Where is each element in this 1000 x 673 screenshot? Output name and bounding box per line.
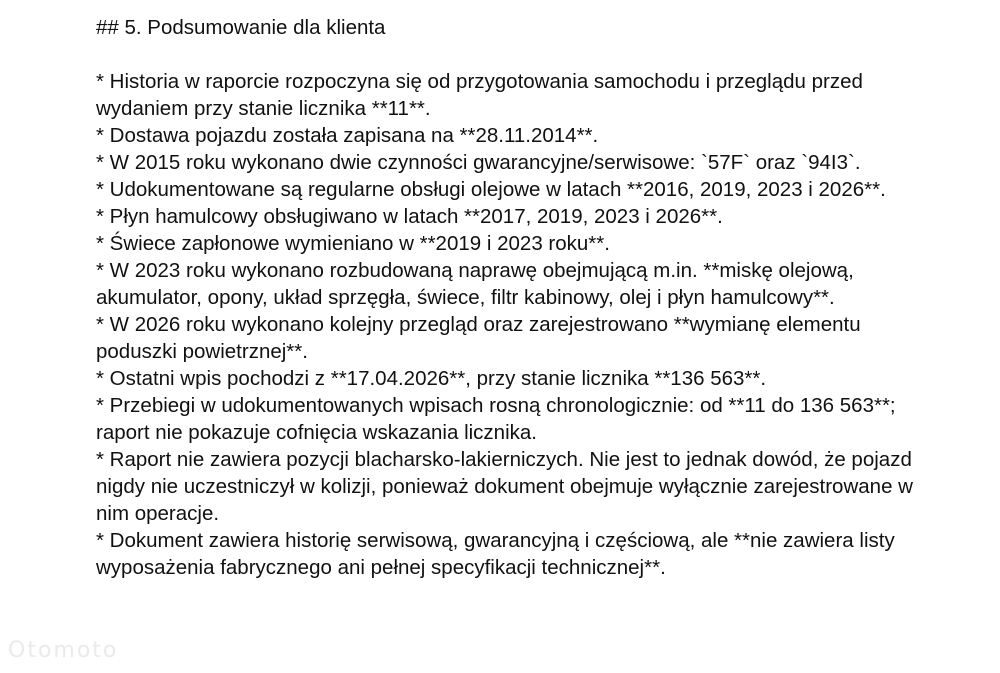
summary-item-last-entry: * Ostatni wpis pochodzi z **17.04.2026**, przy stanie licznika **136 563**. [96, 367, 767, 390]
summary-item-repair-2023: * W 2023 roku wykonano rozbudowaną naprawę obejmującą m.in. **miskę olejową, akumulator, opony, układ sprzęgła, świece, filtr kabinowy, olej i płyn hamulcowy**. [96, 259, 854, 309]
summary-item-history-start: * Historia w raporcie rozpoczyna się od przygotowania samochodu i przeglądu przed wydaniem przy stanie licznika **11**. [96, 70, 863, 120]
summary-item-spark-plugs: * Świece zapłonowe wymieniano w **2019 i 2023 roku**. [96, 232, 610, 255]
summary-item-oil-service: * Udokumentowane są regularne obsługi olejowe w latach **2016, 2019, 2023 i 2026**. [96, 178, 886, 201]
summary-item-inspection-2026: * W 2026 roku wykonano kolejny przegląd oraz zarejestrowano **wymianę elementu poduszki powietrznej**. [96, 313, 861, 363]
document-body [96, 14, 916, 581]
summary-item-bodywork: * Raport nie zawiera pozycji blacharsko-lakierniczych. Nie jest to jednak dowód, że pojazd nigdy nie uczestniczył w kolizji, ponieważ dokument obejmuje wyłącznie zarejestrowane w nim operacje. [96, 448, 913, 525]
summary-item-mileage: * Przebiegi w udokumentowanych wpisach rosną chronologicznie: od **11 do 136 563**; raport nie pokazuje cofnięcia wskazania licznika. [96, 394, 896, 444]
summary-item-warranty-2015: * W 2015 roku wykonano dwie czynności gwarancyjne/serwisowe: `57F` oraz `94I3`. [96, 151, 861, 174]
summary-item-brake-fluid: * Płyn hamulcowy obsługiwano w latach **2017, 2019, 2023 i 2026**. [96, 205, 723, 228]
summary-item-document-scope: * Dokument zawiera historię serwisową, gwarancyjną i częściową, ale **nie zawiera listy wyposażenia fabrycznego ani pełnej specyfikacji technicznej**. [96, 529, 895, 579]
section-heading: ## 5. Podsumowanie dla klienta [96, 16, 386, 39]
summary-item-delivery: * Dostawa pojazdu została zapisana na **28.11.2014**. [96, 124, 599, 147]
watermark-logo: Otomoto [8, 638, 119, 663]
